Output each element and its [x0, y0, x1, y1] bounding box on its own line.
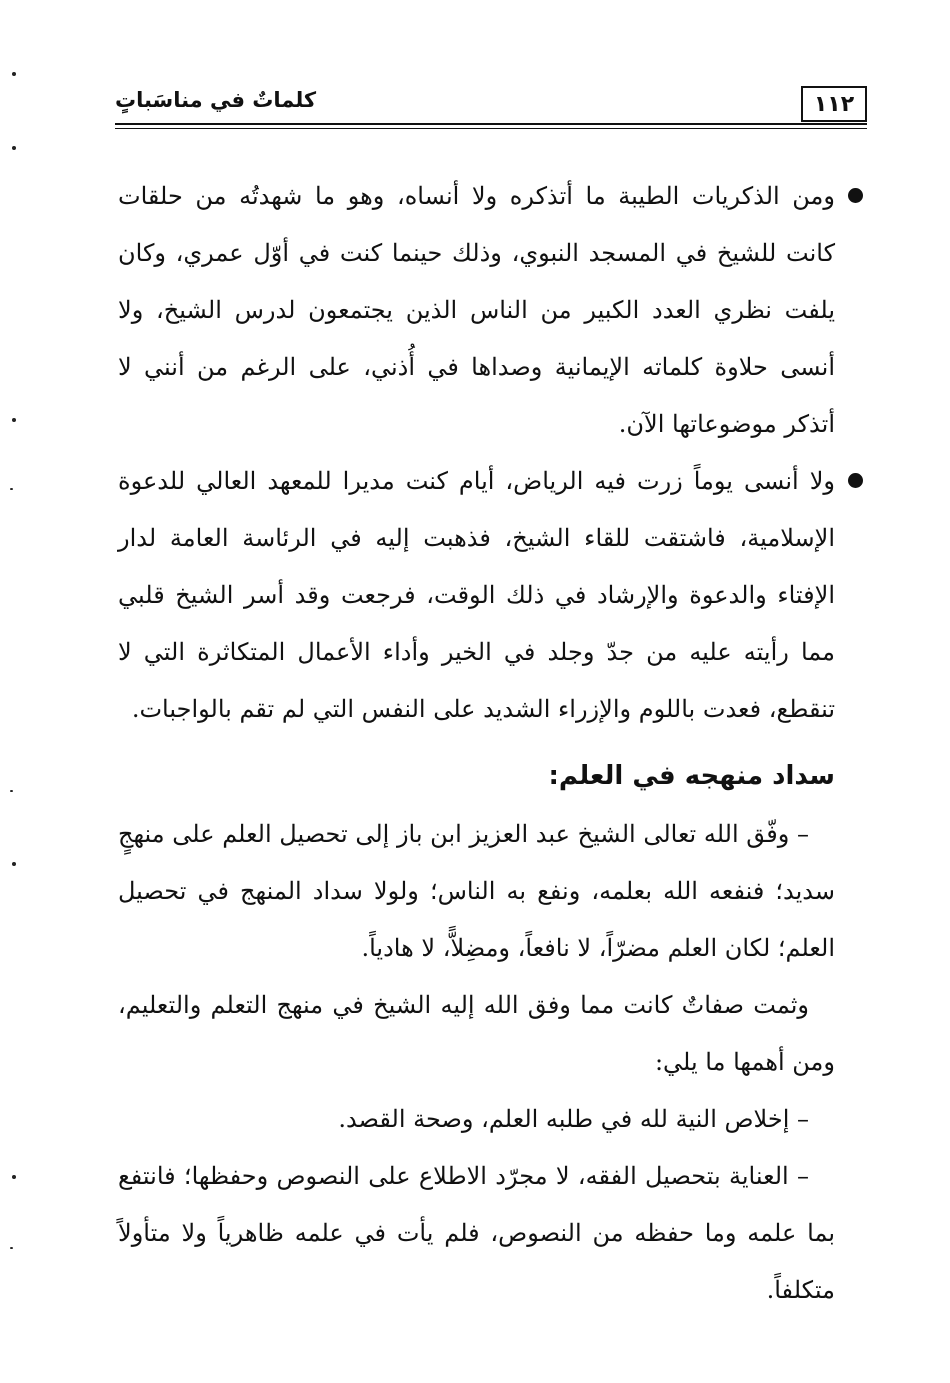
- list-item: – العناية بتحصيل الفقه، لا مجرّد الاطلاع على النصوص وحفظها؛ فانتفع بما علمه وما حفظه من النصوص، فلم يأت في علمه ظاهرياً ولا متأولاً متكلفاً.: [118, 1162, 835, 1304]
- list-item: – إخلاص النية لله في طلبه العلم، وصحة القصد.: [338, 1105, 809, 1133]
- section-heading: سداد منهجه في العلم:: [548, 761, 835, 791]
- scan-speck: [12, 1175, 16, 1179]
- scan-speck: [12, 862, 16, 866]
- scan-speck: [10, 488, 13, 490]
- bullet-text: ومن الذكريات الطيبة ما أتذكره ولا أنساه، وهو ما شهدتُه من حلقات كانت للشيخ في المسجد النبوي، وذلك حينما كنت في أوّل عمري، وكان يلفت نظري العدد الكبير من الناس الذين يجتمعون لدرس الشيخ، ولا أنسى حلاوة كلماته الإيمانية وصداها في أُذني، على الرغم من أنني لا أتذكر موضوعاتها الآن.: [118, 182, 835, 438]
- scan-speck: [12, 418, 16, 422]
- header-rule: [115, 123, 867, 125]
- scan-speck: [10, 1247, 13, 1249]
- section-intro: – وفّق الله تعالى الشيخ عبد العزيز ابن باز إلى تحصيل العلم على منهجٍ سديد؛ فنفعه الله بعلمه، ونفع به الناس؛ ولولا سداد المنهج في تحصيل العلم؛ لكان العلم مضرّاً، لا نافعاً، ومضِلاًّ، لا هادياً.: [118, 820, 835, 962]
- header-rule-thin: [115, 128, 867, 129]
- bullet-icon: [848, 473, 863, 488]
- page-body: [118, 168, 835, 1319]
- bullet-icon: [848, 188, 863, 203]
- section-lead: وثمت صفاتٌ كانت مما وفق الله إليه الشيخ في منهج التعلم والتعليم، ومن أهمها ما يلي:: [118, 991, 835, 1076]
- scan-speck: [12, 146, 16, 150]
- scan-speck: [12, 72, 16, 76]
- page-number: ١١٢: [801, 86, 867, 122]
- scan-speck: [10, 790, 13, 792]
- bullet-paragraph: [118, 453, 835, 738]
- bullet-text: ولا أنسى يوماً زرت فيه الرياض، أيام كنت مديرا للمعهد العالي للدعوة الإسلامية، فاشتقت للقاء الشيخ، فذهبت إليه في الرئاسة العامة لدار الإفتاء والدعوة والإرشاد في ذلك الوقت، فرجعت وقد أسر الشيخ قلبي مما رأيته عليه من جدّ وجلد في الخير وأداء الأعمال المتكاثرة التي لا تنقطع، فعدت باللوم والإزراء الشديد على النفس التي لم تقم بالواجبات.: [118, 467, 835, 723]
- bullet-paragraph: [118, 168, 835, 453]
- running-title: كلماتٌ في مناسَباتٍ: [115, 88, 317, 112]
